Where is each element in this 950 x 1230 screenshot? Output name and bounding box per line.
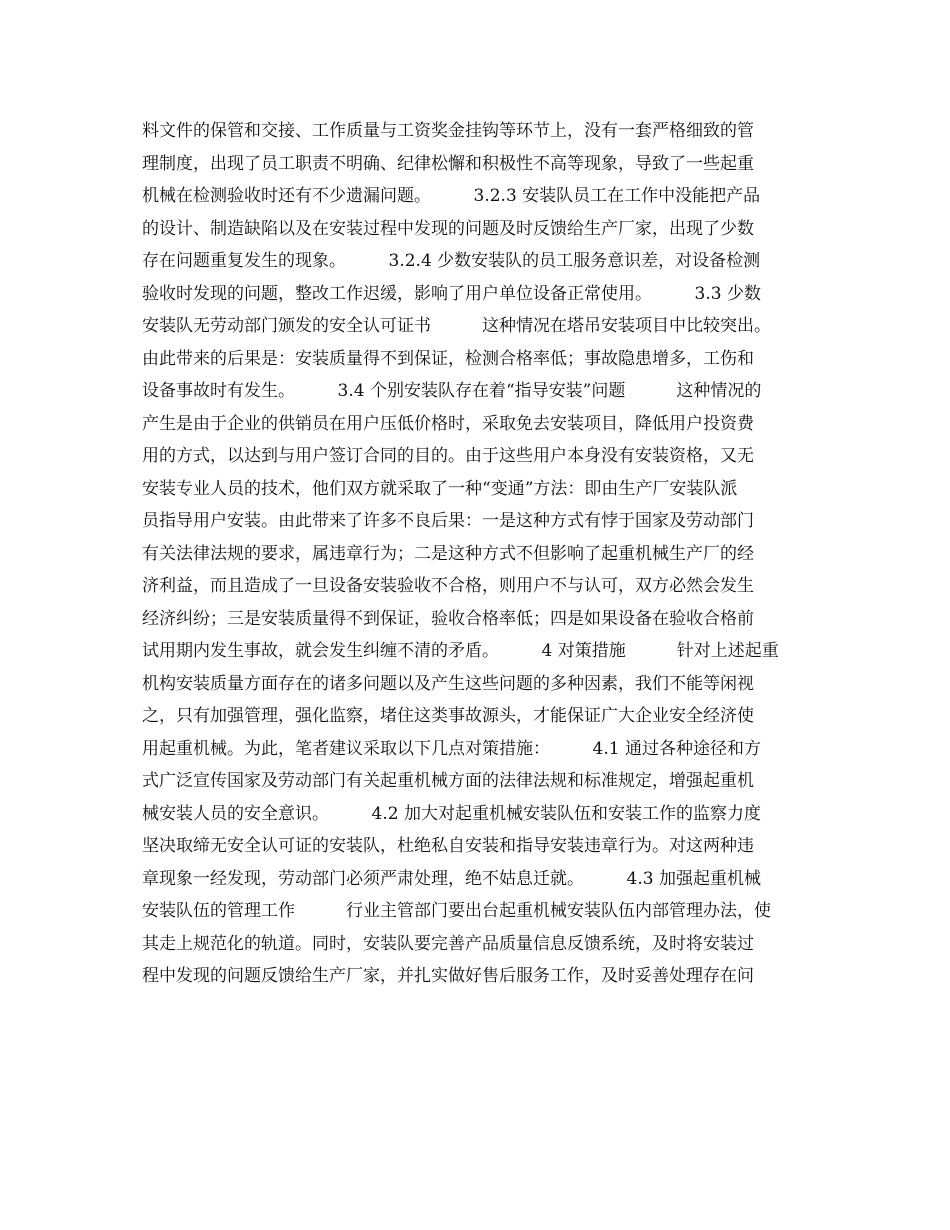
text-line: 用起重机械。为此，笔者建议采取以下几点对策措施： 4.1 通过各种途径和方 <box>142 738 761 759</box>
text-line: 安装专业人员的技术，他们双方就采取了一种“变通”方法：即由生产厂安装队派 <box>142 478 738 499</box>
text-line: 机械在检测验收时还有不少遗漏问题。 3.2.3 安装队员工在工作中没能把产品 <box>142 186 761 206</box>
text-line: 式广泛宣传国家及劳动部门有关起重机械方面的法律法规和标准规定，增强起重机 <box>142 771 754 791</box>
text-line: 有关法律法规的要求，属违章行为；二是这种方式不但影响了起重机械生产厂的经 <box>142 543 754 564</box>
text-line: 用的方式，以达到与用户签订合同的目的。由于这些用户本身没有安装资格，又无 <box>142 446 754 466</box>
text-line: 设备事故时有发生。 3.4 个别安装队存在着“指导安装”问题 这种情况的 <box>142 381 762 401</box>
text-line: 安装队无劳动部门颁发的安全认可证书 这种情况在塔吊安装项目中比较突出。 <box>142 316 771 336</box>
text-line: 料文件的保管和交接、工作质量与工资奖金挂钩等环节上，没有一套严格细致的管 <box>142 121 754 141</box>
text-line: 安装队伍的管理工作 行业主管部门要出台起重机械安装队伍内部管理办法，使 <box>142 901 771 921</box>
text-line: 产生是由于企业的供销员在用户压低价格时，采取免去安装项目，降低用户投资费 <box>142 413 754 434</box>
text-line: 验收时发现的问题，整改工作迟缓，影响了用户单位设备正常使用。 3.3 少数 <box>142 283 761 304</box>
text-line: 程中发现的问题反馈给生产厂家，并扎实做好售后服务工作，及时妥善处理存在问 <box>142 966 754 986</box>
text-line: 员指导用户安装。由此带来了许多不良后果：一是这种方式有悖于国家及劳动部门 <box>142 511 754 531</box>
text-line: 由此带来的后果是：安装质量得不到保证，检测合格率低；事故隐患增多，工伤和 <box>142 348 754 369</box>
text-line: 章现象一经发现，劳动部门必须严肃处理，绝不姑息迁就。 4.3 加强起重机械 <box>142 868 761 889</box>
text-line: 试用期内发生事故，就会发生纠缠不清的矛盾。 4 对策措施 针对上述起重 <box>142 641 779 661</box>
text-line: 其走上规范化的轨道。同时，安装队要完善产品质量信息反馈系统，及时将安装过 <box>142 933 754 954</box>
text-line: 存在问题重复发生的现象。 3.2.4 少数安装队的员工服务意识差，对设备检测 <box>142 251 761 271</box>
text-line: 机构安装质量方面存在的诸多问题以及产生这些问题的多种因素，我们不能等闲视 <box>142 673 754 694</box>
body-text <box>142 115 842 993</box>
text-line: 之，只有加强管理，强化监察，堵住这类事故源头，才能保证广大企业安全经济使 <box>142 706 754 726</box>
text-line: 械安装人员的安全意识。 4.2 加大对起重机械安装队伍和安装工作的监察力度 <box>142 803 761 824</box>
text-line: 理制度，出现了员工职责不明确、纪律松懈和积极性不高等现象，导致了一些起重 <box>142 153 754 174</box>
text-line: 济利益，而且造成了一旦设备安装验收不合格，则用户不与认可，双方必然会发生 <box>142 576 754 596</box>
text-line: 经济纠纷；三是安装质量得不到保证，验收合格率低；四是如果设备在验收合格前 <box>142 608 754 629</box>
text-line: 坚决取缔无安全认可证的安装队，杜绝私自安装和指导安装违章行为。对这两种违 <box>142 836 754 856</box>
text-line: 的设计、制造缺陷以及在安装过程中发现的问题及时反馈给生产厂家，出现了少数 <box>142 218 754 239</box>
